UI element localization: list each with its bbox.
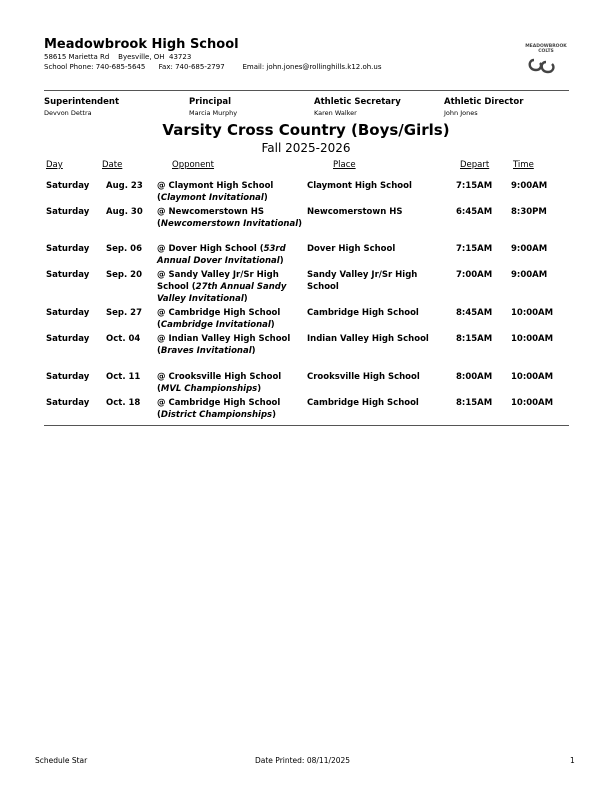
- row-place: Claymont High School: [307, 181, 412, 191]
- opponent-name: @ Sandy Valley Jr/Sr High School (: [157, 270, 279, 293]
- row-depart: 7:15AM: [456, 181, 493, 191]
- footer-source: Schedule Star: [35, 756, 88, 765]
- opponent-name: @ Claymont High School (: [157, 181, 274, 204]
- header-divider: [44, 90, 569, 91]
- row-depart: 8:15AM: [456, 334, 493, 344]
- horseshoe-icon: [518, 54, 574, 74]
- row-depart: 8:00AM: [456, 372, 493, 382]
- schedule-season: Fall 2025-2026: [261, 141, 351, 155]
- logo-text-line2: COLTS: [538, 49, 554, 54]
- staff-role: Athletic Director: [444, 97, 524, 107]
- opponent-name: @ Cambridge High School (: [157, 308, 281, 331]
- opponent-name: @ Indian Valley High School (: [157, 334, 291, 357]
- row-time: 10:00AM: [511, 398, 554, 408]
- row-time: 10:00AM: [511, 308, 554, 318]
- opponent-close: ): [279, 256, 284, 267]
- column-header-day: Day: [46, 160, 63, 170]
- staff-role: Athletic Secretary: [314, 97, 401, 107]
- staff-name: Karen Walker: [314, 109, 357, 117]
- opponent-name: @ Cambridge High School (: [157, 398, 281, 421]
- opponent-close: ): [243, 294, 248, 305]
- row-depart: 7:00AM: [456, 270, 493, 280]
- opponent-close: ): [272, 410, 276, 421]
- row-place: Indian Valley High School: [307, 334, 429, 344]
- row-date: Oct. 11: [106, 372, 141, 382]
- row-depart: 8:45AM: [456, 308, 493, 318]
- row-day: Saturday: [46, 398, 90, 408]
- row-time: 9:00AM: [511, 244, 548, 254]
- row-day: Saturday: [46, 270, 90, 280]
- row-place: Cambridge High School: [307, 398, 419, 408]
- opponent-name: @ Crooksville High School (: [157, 372, 282, 395]
- row-time: 8:30PM: [511, 207, 547, 217]
- opponent-close: ): [251, 346, 256, 357]
- school-name: Meadowbrook High School: [44, 37, 239, 52]
- staff-athletic-director: [444, 97, 574, 117]
- opponent-close: ): [298, 219, 303, 230]
- schedule-title: Varsity Cross Country (Boys/Girls): [162, 121, 450, 139]
- table-bottom-divider: [44, 425, 569, 426]
- opponent-event: Claymont Invitational: [160, 193, 264, 204]
- row-opponent: [157, 180, 305, 204]
- staff-superintendent: [44, 97, 174, 117]
- row-date: Aug. 23: [106, 181, 143, 191]
- staff-athletic-secretary: [314, 97, 444, 117]
- row-day: Saturday: [46, 244, 90, 254]
- row-time: 9:00AM: [511, 181, 548, 191]
- row-opponent: [157, 333, 305, 357]
- row-opponent: [157, 206, 305, 230]
- column-header-place: Place: [333, 160, 356, 170]
- row-opponent: [157, 371, 305, 395]
- row-day: Saturday: [46, 207, 90, 217]
- row-place: Sandy Valley Jr/Sr High School: [307, 270, 418, 293]
- row-place: Cambridge High School: [307, 308, 419, 318]
- column-header-time: Time: [513, 160, 534, 170]
- staff-name: John Jones: [444, 109, 478, 117]
- staff-name: Devvon Dettra: [44, 109, 92, 117]
- opponent-event: Braves Invitational: [160, 346, 252, 357]
- row-depart: 7:15AM: [456, 244, 493, 254]
- staff-name: Marcia Murphy: [189, 109, 238, 117]
- row-date: Sep. 27: [106, 308, 142, 318]
- opponent-close: ): [263, 193, 268, 204]
- row-date: Sep. 20: [106, 270, 142, 280]
- footer-page-number: 1: [570, 756, 575, 765]
- column-header-opponent: Opponent: [172, 160, 215, 170]
- opponent-close: ): [257, 384, 262, 395]
- row-place: Dover High School: [307, 244, 396, 254]
- row-day: Saturday: [46, 372, 90, 382]
- opponent-close: ): [270, 320, 275, 331]
- school-contact: School Phone: 740-685-5645 Fax: 740-685-2797 Email: john.jones@rollinghills.k12.oh.us: [44, 63, 382, 71]
- row-opponent: [157, 269, 305, 306]
- row-depart: 8:15AM: [456, 398, 493, 408]
- opponent-event: Cambridge Invitational: [160, 320, 271, 331]
- row-date: Oct. 04: [106, 334, 141, 344]
- row-place: Newcomerstown HS: [307, 207, 403, 217]
- row-day: Saturday: [46, 308, 90, 318]
- row-date: Aug. 30: [106, 207, 143, 217]
- row-opponent: [157, 307, 305, 331]
- row-day: Saturday: [46, 181, 90, 191]
- row-opponent: [157, 243, 305, 267]
- opponent-event: District Championships: [160, 410, 273, 421]
- row-date: Oct. 18: [106, 398, 141, 408]
- column-header-depart: Depart: [460, 160, 490, 170]
- opponent-name: @ Dover High School (: [157, 244, 264, 254]
- row-time: 9:00AM: [511, 270, 548, 280]
- opponent-event: MVL Championships: [160, 384, 258, 395]
- row-opponent: [157, 397, 305, 421]
- staff-role: Principal: [189, 97, 232, 107]
- opponent-event: Newcomerstown Invitational: [160, 219, 299, 230]
- row-depart: 6:45AM: [456, 207, 493, 217]
- opponent-event: 27th Annual Sandy Valley Invitational: [157, 282, 287, 305]
- row-day: Saturday: [46, 334, 90, 344]
- column-header-date: Date: [102, 160, 123, 170]
- staff-principal: [189, 97, 319, 117]
- logo-text-line1: MEADOWBROOK: [525, 44, 567, 49]
- row-time: 10:00AM: [511, 372, 554, 382]
- row-place: Crooksville High School: [307, 372, 420, 382]
- school-logo: [518, 44, 574, 76]
- row-date: Sep. 06: [106, 244, 142, 254]
- opponent-event: 53rd Annual Dover Invitational: [157, 244, 286, 267]
- row-time: 10:00AM: [511, 334, 554, 344]
- opponent-name: @ Newcomerstown HS (: [157, 207, 264, 230]
- staff-role: Superintendent: [44, 97, 120, 107]
- school-address: 58615 Marietta Rd Byesville, OH 43723: [44, 53, 192, 61]
- footer-date-printed: Date Printed: 08/11/2025: [255, 756, 351, 765]
